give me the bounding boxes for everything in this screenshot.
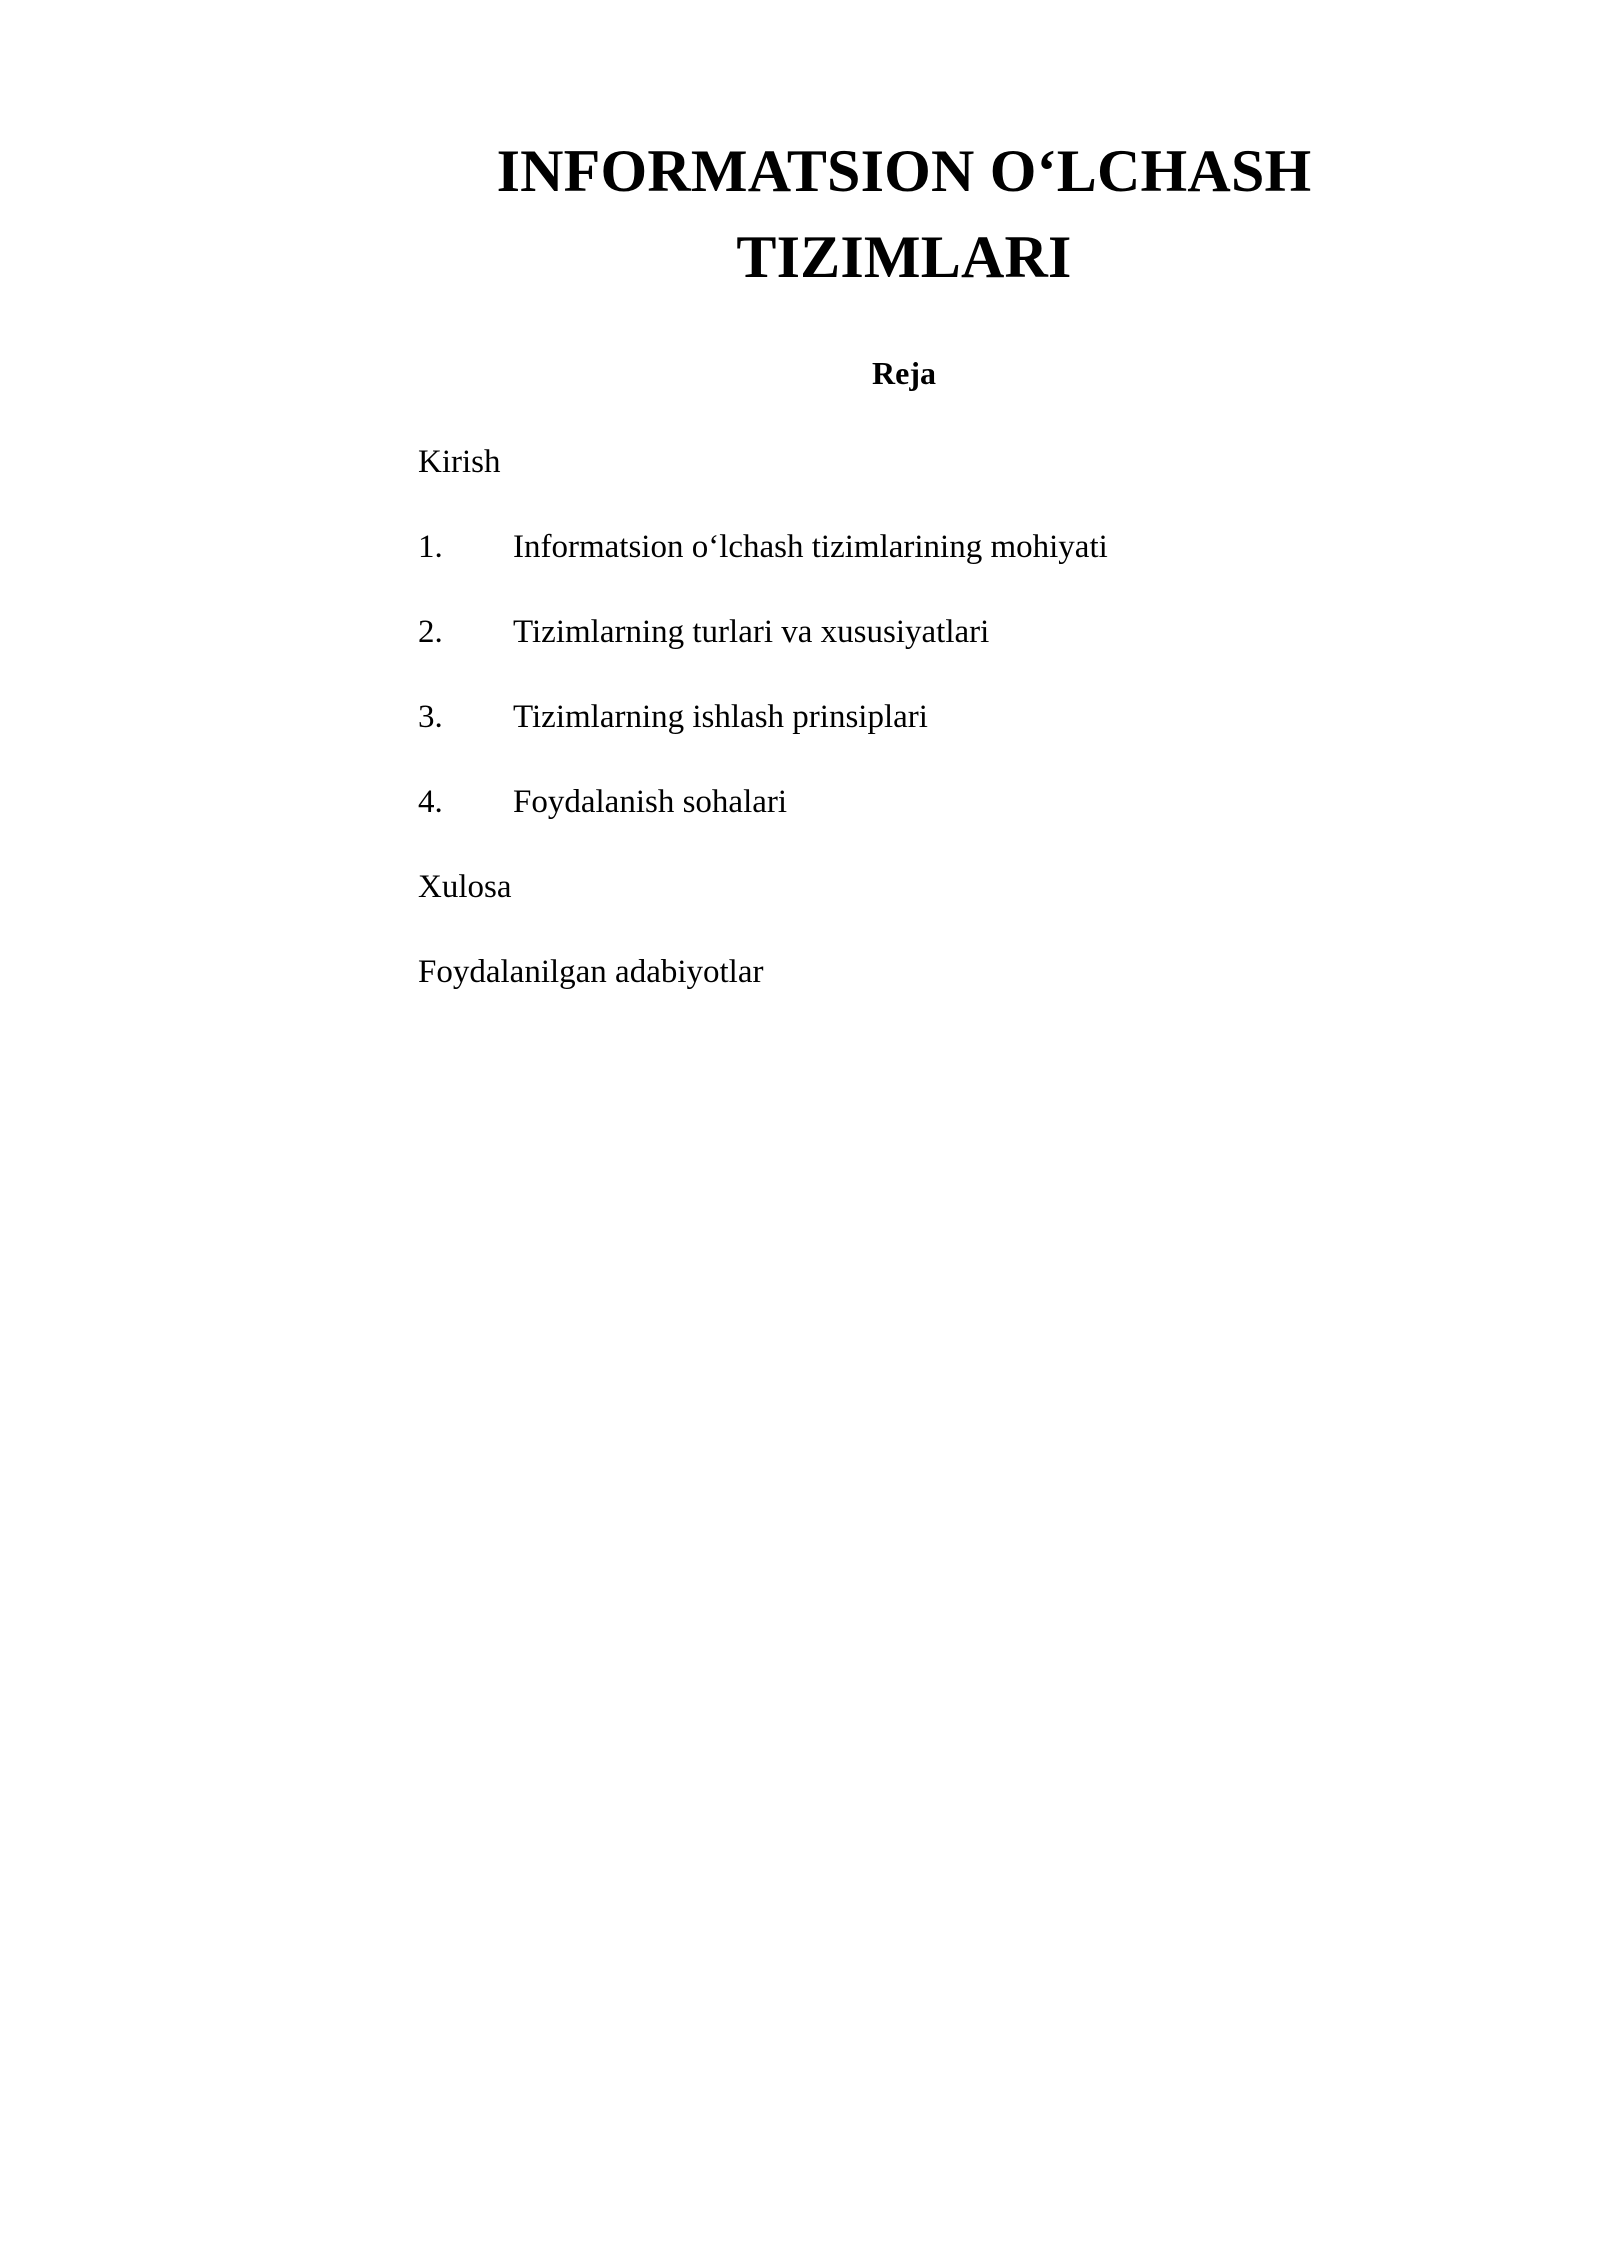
document-title <box>418 0 1390 300</box>
list-item-number: 4. <box>418 784 443 820</box>
list-item-number: 1. <box>418 529 443 565</box>
list-item-number: 3. <box>418 699 443 735</box>
list-item-number: 2. <box>418 614 443 650</box>
document-title-line-2: TIZIMLARI <box>736 224 1072 290</box>
intro-label: Kirish <box>418 444 501 480</box>
list-item <box>418 482 1390 567</box>
list-item <box>418 567 1390 652</box>
list-item-label: Tizimlarning ishlash prinsiplari <box>513 699 928 735</box>
document-title-line-1: INFORMATSION O‘LCHASH <box>496 138 1312 204</box>
list-item-label: Foydalanish sohalari <box>513 784 788 820</box>
conclusion-label: Xulosa <box>418 869 512 905</box>
document-content-column <box>418 0 1390 992</box>
list-item-label: Informatsion o‘lchash tizimlarining mohiyati <box>513 529 1108 565</box>
list-item <box>418 737 1390 822</box>
list-item <box>418 652 1390 737</box>
table-of-contents-list <box>418 482 1390 822</box>
references-label: Foydalanilgan adabiyotlar <box>418 954 764 990</box>
plan-heading: Reja <box>872 355 936 391</box>
list-item-label: Tizimlarning turlari va xususiyatlari <box>513 614 990 650</box>
